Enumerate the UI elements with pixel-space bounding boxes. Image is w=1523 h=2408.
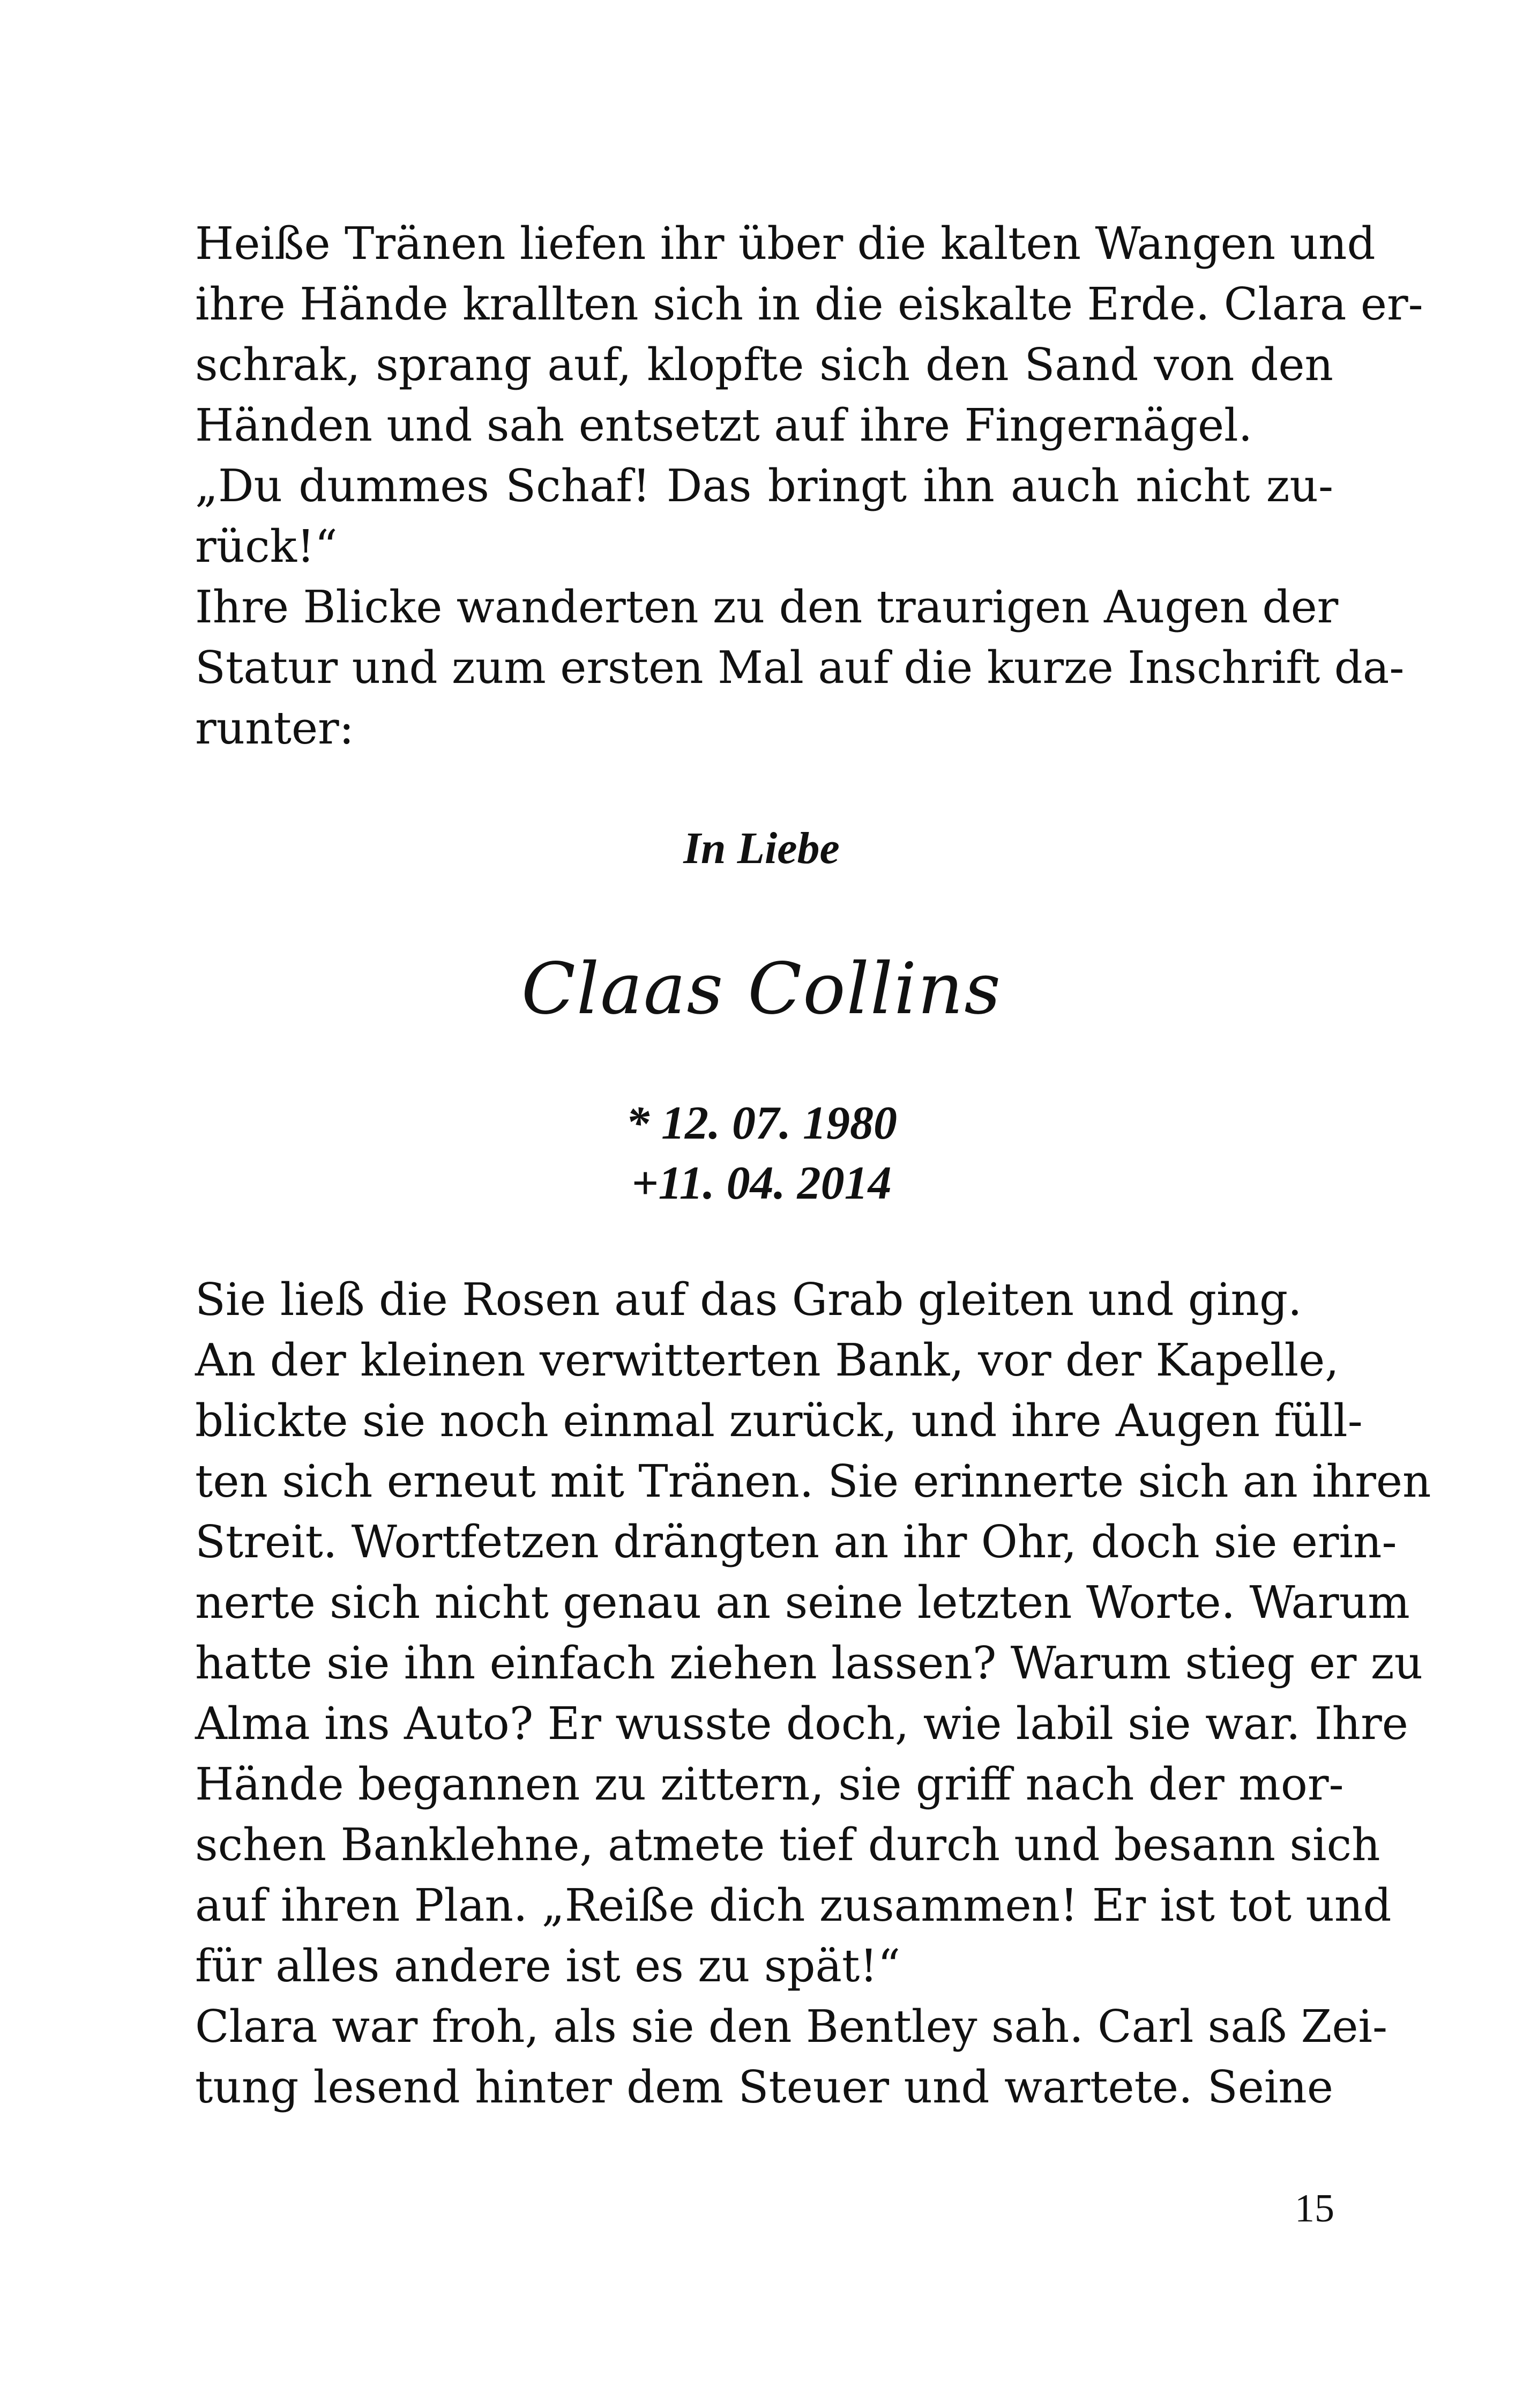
paragraph-2 — [195, 1269, 1431, 2117]
text-line: Alma ins Auto? Er wusste doch, wie labil sie war. Ihre — [195, 1698, 1408, 1750]
text-line: hatte sie ihn einfach ziehen lassen? Warum stieg er zu — [195, 1637, 1423, 1689]
text-line: ihre Hände krallten sich in die eiskalte Erde. Clara er- — [195, 278, 1423, 330]
text-line: „Du dummes Schaf! Das bringt ihn auch nicht zu- — [195, 460, 1333, 512]
text-line: auf ihren Plan. „Reiße dich zusammen! Er ist tot und — [195, 1879, 1392, 1931]
inscription-dedication: In Liebe — [683, 823, 840, 873]
inscription-birth-date: * 12. 07. 1980 — [626, 1097, 897, 1149]
text-line: tung lesend hinter dem Steuer und wartete. Seine — [195, 2061, 1333, 2113]
text-line: schen Banklehne, atmete tief durch und besann sich — [195, 1819, 1380, 1871]
text-line: blickte sie noch einmal zurück, und ihre Augen füll- — [195, 1395, 1363, 1447]
text-line: Streit. Wortfetzen drängten an ihr Ohr, doch sie erin- — [195, 1516, 1397, 1568]
text-line: Händen und sah entsetzt auf ihre Fingernägel. — [195, 399, 1253, 451]
text-line: nerte sich nicht genau an seine letzten Worte. Warum — [195, 1577, 1410, 1629]
text-line: rück!“ — [195, 521, 338, 573]
text-line: Sie ließ die Rosen auf das Grab gleiten und ging. — [195, 1274, 1302, 1326]
text-line: für alles andere ist es zu spät!“ — [195, 1940, 901, 1992]
inscription-death-date: +11. 04. 2014 — [631, 1157, 892, 1209]
text-line: schrak, sprang auf, klopfte sich den Sand von den — [195, 339, 1333, 391]
paragraph-1 — [195, 213, 1423, 759]
text-line: Clara war froh, als sie den Bentley sah. Carl saß Zei- — [195, 2001, 1388, 2053]
text-line: Heiße Tränen liefen ihr über die kalten Wangen und — [195, 218, 1376, 270]
text-line: An der kleinen verwitterten Bank, vor der Kapelle, — [195, 1334, 1339, 1386]
text-line: runter: — [195, 702, 354, 754]
text-line: Hände begannen zu zittern, sie griff nach der mor- — [195, 1758, 1344, 1810]
inscription-name: Claas Collins — [521, 948, 1002, 1030]
text-line: ten sich erneut mit Tränen. Sie erinnerte sich an ihren — [195, 1455, 1431, 1507]
text-line: Ihre Blicke wanderten zu den traurigen Augen der — [195, 581, 1339, 633]
page-number: 15 — [1295, 2187, 1334, 2231]
text-line: Statur und zum ersten Mal auf die kurze Inschrift da- — [195, 642, 1405, 694]
